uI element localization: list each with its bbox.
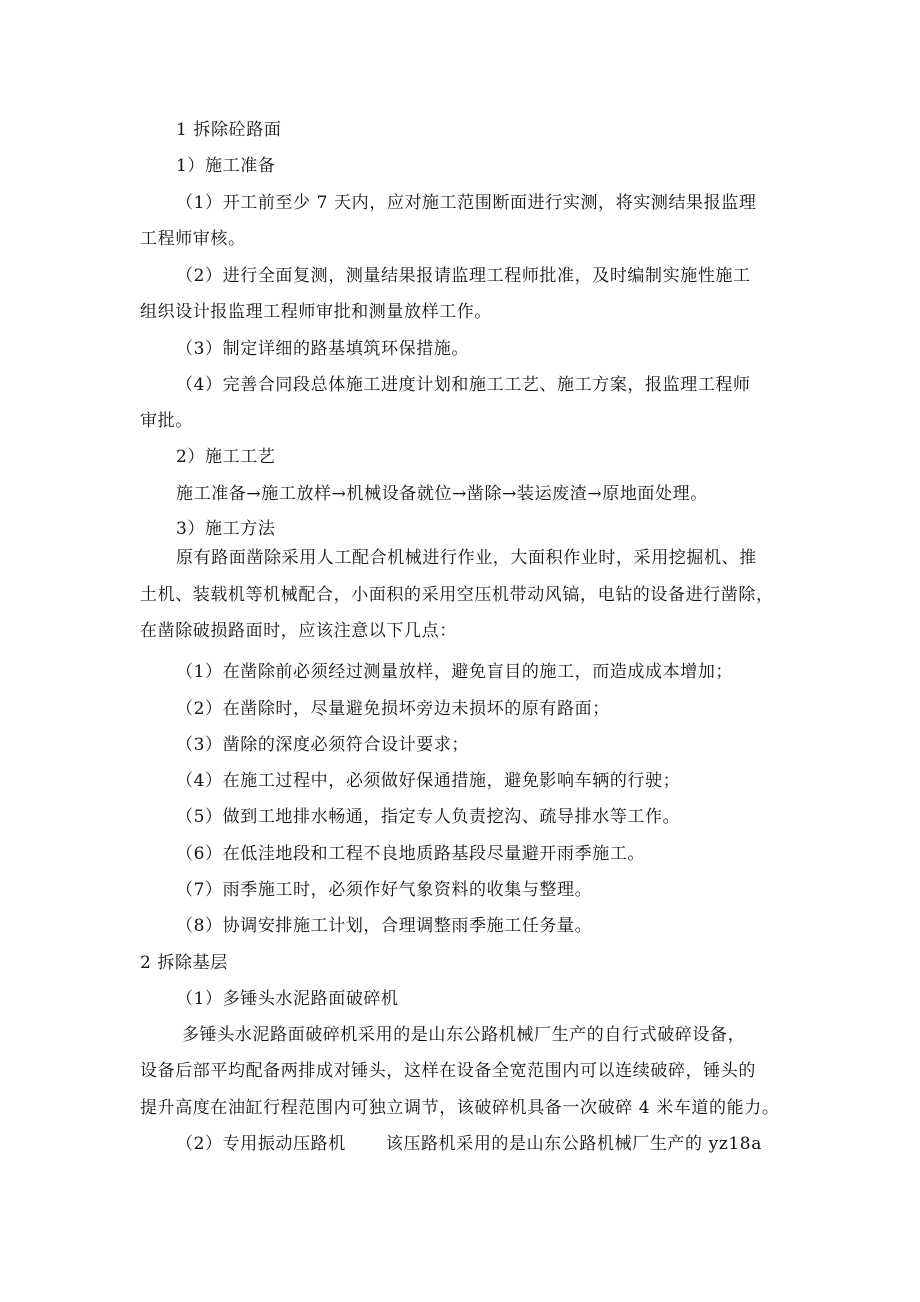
method-paragraph-line-3: 在凿除破损路面时，应该注意以下几点： bbox=[140, 621, 457, 641]
item-2-line bbox=[176, 1133, 762, 1155]
section-heading-2: 2 拆除基层 bbox=[140, 953, 228, 973]
item-1-body-line-1: 多锤头水泥路面破碎机采用的是山东公路机械厂生产的自行式破碎设备， bbox=[182, 1025, 746, 1045]
point-5: （5）做到工地排水畅通，指定专人负责挖沟、疏导排水等工作。 bbox=[176, 807, 681, 827]
point-7: （7）雨季施工时，必须作好气象资料的收集与整理。 bbox=[176, 880, 593, 900]
point-4: （4）在施工过程中，必须做好保通措施，避免影响车辆的行驶； bbox=[176, 771, 681, 791]
point-3: （3）凿除的深度必须符合设计要求； bbox=[176, 735, 470, 755]
prep-item-2-line-1: （2）进行全面复测，测量结果报请监理工程师批准，及时编制实施性施工 bbox=[176, 266, 751, 286]
point-8: （8）协调安排施工计划，合理调整雨季施工任务量。 bbox=[176, 916, 593, 936]
process-flow: 施工准备→施工放样→机械设备就位→凿除→装运废渣→原地面处理。 bbox=[176, 484, 708, 504]
prep-item-4-line-1: （4）完善合同段总体施工进度计划和施工工艺、施工方案，报监理工程师 bbox=[176, 375, 751, 395]
point-1: （1）在凿除前必须经过测量放样，避免盲目的施工，而造成成本增加； bbox=[176, 662, 734, 682]
method-paragraph-line-2: 土机、装载机等机械配合，小面积的采用空压机带动风镐，电钻的设备进行凿除， bbox=[140, 585, 774, 605]
item-2-body: 该压路机采用的是山东公路机械厂生产的 yz18a bbox=[385, 1134, 762, 1154]
subheading-process: 2）施工工艺 bbox=[176, 447, 276, 467]
method-paragraph-line-1: 原有路面凿除采用人工配合机械进行作业，大面积作业时，采用挖掘机、推 bbox=[176, 548, 757, 568]
subheading-method: 3）施工方法 bbox=[176, 519, 276, 539]
prep-item-2-line-2: 组织设计报监理工程师审批和测量放样工作。 bbox=[140, 302, 492, 322]
item-1-title: （1）多锤头水泥路面破碎机 bbox=[176, 989, 399, 1009]
prep-item-1-line-2: 工程师审核。 bbox=[140, 229, 246, 249]
prep-item-3: （3）制定详细的路基填筑环保措施。 bbox=[176, 339, 470, 359]
point-6: （6）在低洼地段和工程不良地质路基段尽量避开雨季施工。 bbox=[176, 844, 646, 864]
point-2: （2）在凿除时，尽量避免损坏旁边未损坏的原有路面； bbox=[176, 699, 610, 719]
item-1-body-line-3: 提升高度在油缸行程范围内可独立调节，该破碎机具备一次破碎 4 米车道的能力。 bbox=[140, 1098, 780, 1118]
prep-item-1-line-1: （1）开工前至少 7 天内，应对施工范围断面进行实测，将实测结果报监理 bbox=[176, 193, 757, 213]
subheading-preparation: 1）施工准备 bbox=[176, 156, 276, 176]
item-2-title: （2）专用振动压路机 bbox=[176, 1134, 346, 1154]
prep-item-4-line-2: 审批。 bbox=[140, 411, 193, 431]
section-heading-1: 1 拆除砼路面 bbox=[176, 120, 282, 140]
item-1-body-line-2: 设备后部平均配备两排成对锤头，这样在设备全宽范围内可以连续破碎，锤头的 bbox=[140, 1061, 756, 1081]
